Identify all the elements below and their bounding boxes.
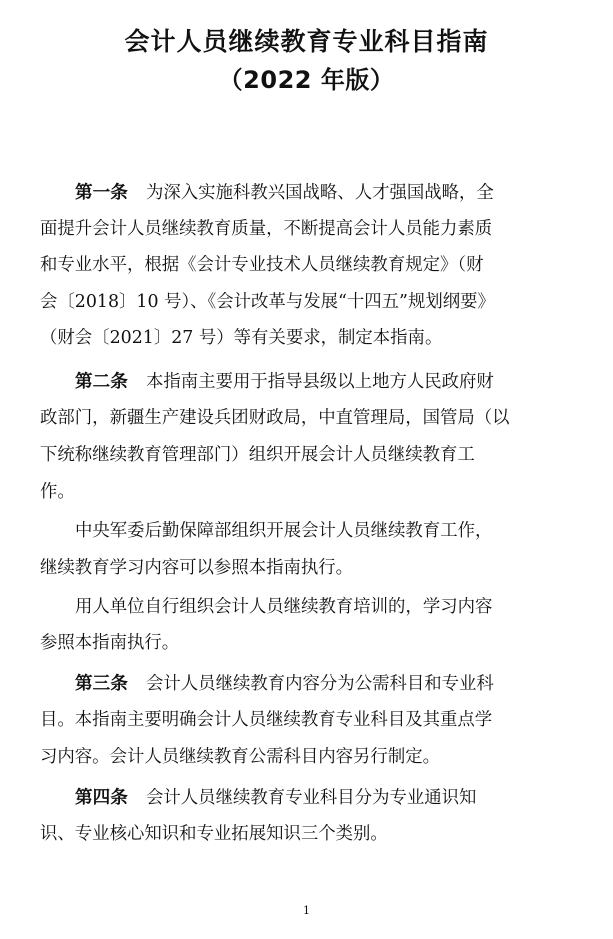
paragraph-line: 和专业水平，根据《会计专业技术人员继续教育规定》（财 [40,255,484,275]
article-2-label: 第二条 [75,372,128,392]
article-3-label: 第三条 [75,674,128,694]
article-1-line-4 [0,287,613,317]
article-1-line-1 [0,178,613,208]
article-2-line-3 [0,440,613,470]
page-number: 1 [303,904,310,917]
paragraph-line: 识、专业核心知识和专业拓展知识三个类别。 [40,824,388,844]
article-2-text: 本指南主要用于指导县级以上地方人民政府财 [146,372,494,392]
paragraph-line: 下统称继续教育管理部门）组织开展会计人员继续教育工 [40,445,475,465]
paragraph-line: 作。 [40,482,75,502]
article-1-line-2 [0,214,613,244]
article-2-line-4 [0,477,613,507]
paragraph-line: 会〔2018〕10 号）、《会计改革与发展“十四五”规划纲要》 [40,292,495,312]
article-4-text: 会计人员继续教育专业科目分为专业通识知 [146,788,477,808]
employer-paragraph-line-2 [0,628,613,658]
paragraph-line: 中央军委后勤保障部组织开展会计人员继续教育工作， [75,521,493,541]
paragraph-line: 参照本指南执行。 [40,633,180,653]
article-4-line-2 [0,819,613,849]
article-1-label: 第一条 [75,183,128,203]
paragraph-line: 用人单位自行组织会计人员继续教育培训的，学习内容 [75,597,493,617]
paragraph-line: 目。本指南主要明确会计人员继续教育专业科目及其重点学 [40,710,493,730]
article-3-line-1 [0,669,613,699]
article-1-line-5 [0,323,613,353]
paragraph-line: 政部门，新疆生产建设兵团财政局，中直管理局，国管局（以 [40,408,510,428]
paragraph-line: 习内容。会计人员继续教育公需科目内容另行制定。 [40,747,440,767]
article-2-line-1 [0,367,613,397]
paragraph-line: （财会〔2021〕27 号）等有关要求，制定本指南。 [40,328,443,348]
article-4-line-1 [0,783,613,813]
document-title: 会计人员继续教育专业科目指南 [124,27,489,56]
paragraph-line: 继续教育学习内容可以参照本指南执行。 [40,558,354,578]
paragraph-line: 面提升会计人员继续教育质量，不断提高会计人员能力素质 [40,219,493,239]
military-paragraph-line-2 [0,553,613,583]
document-subtitle: （2022 年版） [218,66,395,94]
article-3-text: 会计人员继续教育内容分为公需科目和专业科 [146,674,494,694]
article-2-line-2 [0,403,613,433]
article-3-line-3 [0,742,613,772]
article-1-text: 为深入实施科教兴国战略、人才强国战略，全 [146,183,494,203]
employer-paragraph-line-1 [0,592,613,622]
article-4-label: 第四条 [75,788,128,808]
article-1-line-3 [0,250,613,280]
military-paragraph-line-1 [0,516,613,546]
article-3-line-2 [0,705,613,735]
